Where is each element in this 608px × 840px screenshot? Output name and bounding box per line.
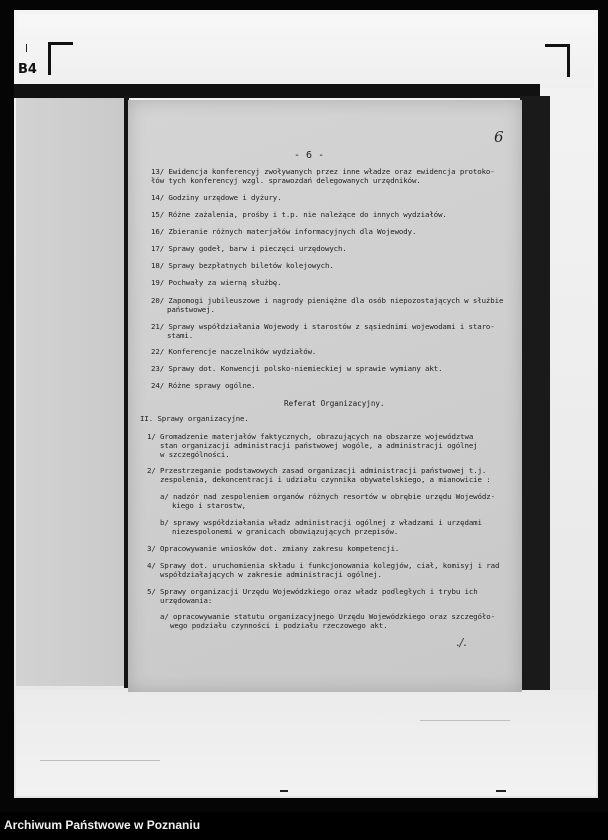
document-line: 2/ Przestrzeganie podstawowych zasad organizacji administracji państwowej t.j.	[147, 466, 487, 475]
document-line: niezespolonemi w granicach obowiązujących przepisów.	[172, 527, 399, 536]
film-label: B4	[18, 62, 37, 77]
document-line: II. Sprawy organizacyjne.	[140, 414, 249, 423]
document-line: 20/ Zapomogi jubileuszowe i nagrody pieniężne dla osób niepozostających w służbie	[151, 296, 504, 305]
document-line: 14/ Godziny urzędowe i dyżury.	[151, 193, 282, 202]
document-line: 17/ Sprawy godeł, barw i pieczęci urzędowych.	[151, 244, 347, 253]
archive-credit: Archiwum Państwowe w Poznaniu	[4, 818, 201, 832]
document-line: 16/ Zbieranie różnych materjałów informacyjnych dla Wojewody.	[151, 227, 417, 236]
film-top-band	[18, 14, 594, 88]
dark-band	[14, 84, 540, 98]
document-line: 15/ Różne zażalenia, prośby i t.p. nie należące do innych wydziałów.	[151, 210, 447, 219]
left-page-strip	[16, 98, 124, 686]
document-line: łów tych konferencyj wzgl. sprawozdań delegowanych urzędników.	[151, 176, 421, 185]
document-line: 23/ Sprawy dot. Konwencji polsko-niemieckiej w sprawie wymiany akt.	[151, 364, 443, 373]
page-number: - 6 -	[294, 150, 325, 161]
crop-mark-right	[545, 44, 570, 77]
document-line: stami.	[167, 331, 194, 340]
document-line: kiego i starostw,	[172, 501, 246, 510]
document-line: 19/ Pochwały za wierną służbę.	[151, 278, 282, 287]
document-line: 22/ Konferencje naczelników wydziałów.	[151, 347, 317, 356]
film-edge-mark	[280, 790, 288, 792]
document-line: państwowej.	[167, 305, 215, 314]
film-edge-mark	[496, 790, 506, 792]
section-heading: Referat Organizacyjny.	[284, 399, 385, 408]
document-line: w szczególności.	[160, 450, 230, 459]
crop-mark-left	[48, 42, 73, 75]
document-line: zespolenia, dekoncentracji i udziału czynnika obywatelskiego, a mianowicie :	[160, 475, 491, 484]
document-line: urzędowania:	[160, 596, 213, 605]
closing-mark: ./.	[456, 636, 467, 649]
document-line: współdziałających w zakresie administracji ogólnej.	[160, 570, 382, 579]
document-line: 24/ Różne sprawy ogólne.	[151, 381, 256, 390]
document-line: 4/ Sprawy dot. uruchomienia składu i funkcjonowania kolegjów, ciał, komisyj i rad	[147, 561, 500, 570]
right-shadow	[520, 96, 550, 698]
document-line: a/ opracowywanie statutu organizacyjnego Urzędu Wojewódzkiego oraz szczegóło-	[160, 612, 495, 621]
document-line: stan organizacji administracji państwowej wogóle, a administracji ogólnej	[160, 441, 478, 450]
scratch-line	[420, 720, 510, 721]
handwritten-sheet-number: 6	[494, 128, 504, 146]
document-line: 5/ Sprawy organizacji Urzędu Wojewódzkiego oraz władz podległych i trybu ich	[147, 587, 478, 596]
scratch-line	[40, 760, 160, 761]
document-line: 18/ Sprawy bezpłatnych biletów kolejowych.	[151, 261, 334, 270]
document-line: 13/ Ewidencja konferencyj zwoływanych przez inne władze oraz ewidencja protoko-	[151, 167, 495, 176]
document-line: 3/ Opracowywanie wniosków dot. zmiany zakresu kompetencji.	[147, 544, 400, 553]
document-line: 21/ Sprawy współdziałania Wojewody i starostów z sąsiednimi wojewodami i staro-	[151, 322, 495, 331]
document-line: b/ sprawy współdziałania władz administracji ogólnej z władzami i urzędami	[160, 518, 482, 527]
document-line: wego podziału czynności i podziału rzeczowego akt.	[170, 621, 388, 630]
film-index-tick	[26, 44, 27, 52]
film-bottom-band	[16, 690, 596, 796]
document-line: a/ nadzór nad zespoleniem organów różnych resortów w obrębie urzędu Wojewódz-	[160, 492, 495, 501]
document-line: 1/ Gromadzenie materjałów faktycznych, obrazujących na obszarze województwa	[147, 432, 474, 441]
